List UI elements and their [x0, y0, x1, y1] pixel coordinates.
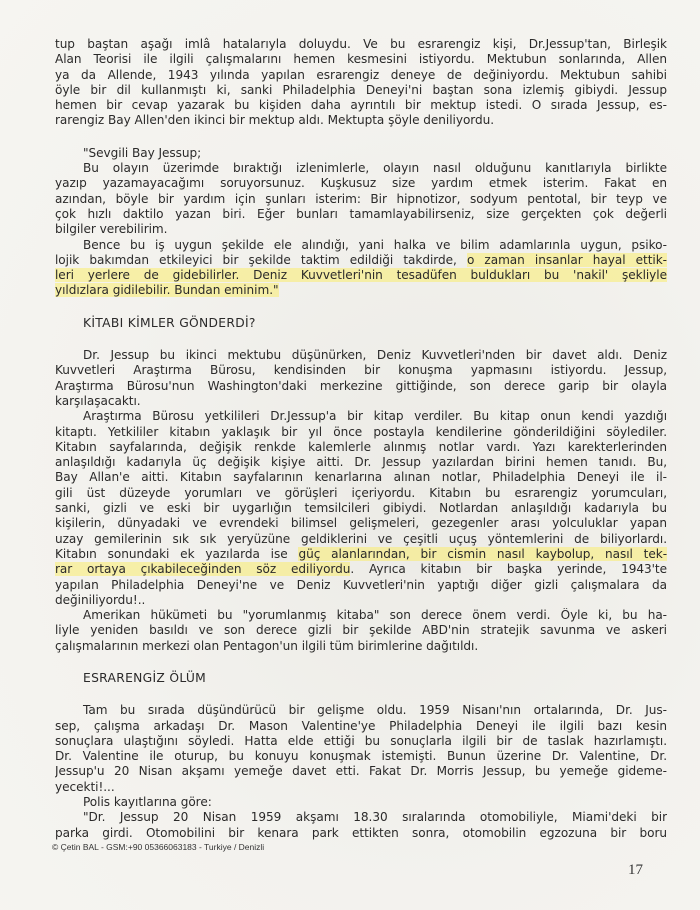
text-segment: karşılaşacaktı. [55, 393, 141, 408]
text-segment: Araştırma Bürosu yetkilileri Dr.Jessup'a bir kitap verdiler. Bu kitap onun kendi yazdığı [83, 409, 667, 424]
text-segment: Bu olayın üzerimde bıraktığı izlenimlerle, olayın nasıl olduğunu kanıtlarıyla birlikte [83, 161, 667, 176]
text-line [55, 253, 667, 268]
text-line [55, 176, 667, 191]
text-line [55, 68, 667, 83]
text-line [55, 222, 667, 237]
page-body-text [55, 37, 667, 841]
text-segment: sep, çalışma arkadaşı Dr. Mason Valentine'ye Philadelphia Deneyi ile ilgili bazı kesin [55, 718, 667, 733]
text-line [55, 146, 667, 161]
text-line [55, 83, 667, 98]
text-segment: değiniliyordu!.. [55, 592, 146, 607]
page-number: 17 [628, 862, 643, 878]
text-segment: gili üst düzeyde yorumları ve görüşleri içeriyordu. Kitabın bu esrarengiz yorumcuları, [55, 485, 667, 500]
text-line [55, 113, 667, 128]
text-segment: Kitabın sayfalarında, değişik renkde kalemlerle alınmış notlar vardı. Yazı karekterlerinden [55, 439, 667, 454]
text-line [55, 455, 667, 470]
text-segment: kişilerin, dünyadaki ve evrendeki bilimsel gelişmeleri, gezegenler arası yolculuklar yapan [55, 516, 667, 531]
text-line [55, 749, 667, 764]
text-segment: Amerikan hükümeti bu "yorumlanmış kitaba" son derece önem verdi. Öyle ki, bu ha- [83, 608, 667, 623]
text-segment: Alan Teorisi ile ilgili çalışmalarını hemen kesmesini istiyordu. Mektubun sonlarında, Allen [55, 52, 667, 67]
text-segment: kitaptı. Yetkililer kitabın yaklaşık bir yıl önce postayla kendilerine gönderildiğini söylediler. [55, 424, 667, 439]
paragraph [55, 810, 667, 841]
text-segment: hemen bir cevap yazarak bu kişiden daha ayrıntılı bir mektup istedi. O sırada Jessup, es- [55, 98, 667, 113]
text-line [55, 238, 667, 253]
text-line [55, 562, 667, 577]
text-line [55, 623, 667, 638]
text-segment: tup baştan aşağı imlâ hatalarıyla doluydu. Ve bu esrarengiz kişi, Dr.Jessup'tan, Birleşik [55, 37, 667, 51]
paragraph [55, 146, 667, 161]
text-segment: yecekti!... [55, 779, 115, 794]
highlighted-text: leri yerlere de gidebilirler. Deniz Kuvvetleri'nin tesadüfen buldukları bu 'nakil' şekliyle [55, 268, 667, 283]
text-line [55, 578, 667, 593]
text-segment: parka girdi. Otomobilini bir kenara park ettikten sonra, otomobilin egzozuna bir boru [55, 825, 667, 840]
highlighted-text: güç alanlarından, bir cismin nasıl kaybolup, nasıl tek- [298, 546, 667, 561]
text-line [55, 780, 667, 795]
text-line [55, 425, 667, 440]
text-segment: Bence bu iş uygun şekilde ele alındığı, yani halka ve bilim adamlarınla uygun, psiko- [83, 237, 667, 252]
text-segment: liyle yeniden basıldı ve son derece gizli bir şekilde ABD'nin stratejik savunma ve askeri [55, 623, 667, 638]
paragraph [55, 37, 667, 129]
text-line [55, 207, 667, 222]
text-line [55, 501, 667, 516]
text-line [55, 98, 667, 113]
text-segment: Kitabın sonundaki ek yazılarda ise [55, 546, 299, 561]
text-segment: sanki, gizli ve eski bir uygarlığın temsilcileri gibiydi. Notlardan anlaşıldığı kadarıyla bu [55, 501, 667, 516]
paragraph [55, 238, 667, 299]
paragraph [55, 348, 667, 409]
paragraph [55, 795, 667, 810]
text-segment: uzay gemilerinin sık sık yeryüzüne geldiklerini ve çeşitli uçuş yöntemlerini de biliyorlardı. [55, 531, 667, 546]
text-segment: Dr. Valentine ile oturup, bu konuyu konuşmak istemişti. Bunun üzerine Dr. Valentine, Dr. [55, 749, 667, 764]
text-line [55, 268, 667, 283]
paragraph [55, 161, 667, 237]
text-segment: "Dr. Jessup 20 Nisan 1959 akşamı 18.30 sıralarında otomobiliyle, Miami'deki bir [83, 810, 667, 825]
text-segment: rarengiz Bay Allen'den ikinci bir mektup aldı. Mektupta şöyle deniliyordu. [55, 113, 495, 128]
text-segment: anlaşıldığı kadarıyla üç değişik kişiye aitti. Dr. Jessup yazılardan birini hemen tanıdı. Bu, [55, 455, 667, 470]
text-segment: "Sevgili Bay Jessup; [83, 145, 202, 160]
text-segment: ya da Allende, 1943 yılında yapılan esrarengiz deneye de değiniyordu. Mektubun sahibi [55, 67, 667, 82]
paragraph [55, 703, 667, 795]
highlighted-text: yıldızlara gidilebilir. Bundan eminim." [55, 283, 279, 298]
text-segment: Araştırma Bürosu'nun Washington'daki merkezine gittiğinde, son derece garip bir olayla [55, 378, 667, 393]
text-segment: Dr. Jessup bu ikinci mektubu düşünürken, Deniz Kuvvetleri'nden bir davet aldı. Deniz [83, 348, 667, 363]
text-segment: öyle bir dil kullanmıştı ki, sanki Philadelphia Deneyi'ni baştan sona izlemiş gibiydi. Jessup [55, 82, 667, 97]
text-segment: sonuçlara ulaştığını söyledi. Hatta elde ettiği bu sonuçlarla ilgili bir de taslak hazırlamıştı. [55, 733, 667, 748]
highlighted-text: rar ortaya çıkabileceğinden söz ediliyordu [55, 562, 351, 577]
text-segment: Tam bu sırada düşündürücü bir gelişme oldu. 1959 Nisanı'nın ortalarında, Dr. Jus- [83, 703, 667, 718]
text-segment: çok hızlı daktilo yazan biri. Eğer bunları tamamlayabilirseniz, size gerçekten çok değerli [55, 206, 667, 221]
text-line [55, 52, 667, 67]
highlighted-text: o zaman insanlar hayal ettik- [466, 252, 667, 267]
text-segment: bilgiler verebilirim. [55, 222, 168, 237]
text-line [55, 379, 667, 394]
text-line [55, 826, 667, 841]
text-line [55, 409, 667, 424]
text-segment: azından, böyle bir yardım için şunları isterim: Bir hipnotizor, sodyum pentotal, bir teyp ve [55, 191, 667, 206]
text-line [55, 764, 667, 779]
copyright-footer: © Çetin BAL - GSM:+90 05366063183 - Turkiye / Denizli [52, 842, 265, 852]
text-line [55, 486, 667, 501]
text-line [55, 703, 667, 718]
text-line [55, 639, 667, 654]
text-line [55, 516, 667, 531]
text-segment: yazıp yazamayacağımı soruyorsunuz. Kuşkusuz size yardım etmek isterim. Fakat en [55, 176, 667, 191]
text-line [55, 593, 667, 608]
text-line [55, 161, 667, 176]
text-line [55, 192, 667, 207]
section-heading: ESRARENGİZ ÖLÜM [83, 670, 207, 685]
text-segment: Polis kayıtlarına göre: [83, 795, 212, 810]
text-line [55, 532, 667, 547]
text-segment: yapılan Philadelphia Deneyi'ne ve Deniz Kuvvetleri'nin yaptığı diğer gizli çalışmalara da [55, 577, 667, 592]
section-heading: KİTABI KİMLER GÖNDERDİ? [83, 315, 256, 330]
text-segment: Bay Allan'e aitti. Kitabın sayfalarının kenarlarına alınan notlar, Philadelphia Deneyi ile il- [55, 470, 667, 485]
text-line [55, 795, 667, 810]
text-line [55, 810, 667, 825]
text-line [55, 734, 667, 749]
paragraph-gap [55, 129, 667, 146]
text-segment: lojik bakımdan etkileyici bir şekilde taktim edildiği takdirde, [55, 252, 467, 267]
paragraph [55, 409, 667, 608]
paragraph [55, 608, 667, 654]
text-line [55, 348, 667, 363]
text-line [55, 470, 667, 485]
text-line [55, 363, 667, 378]
text-line [55, 283, 667, 298]
text-line [55, 440, 667, 455]
text-line [55, 37, 667, 52]
text-segment: çalışmalarının merkezi olan Pentagon'un ilgili tüm birimlerine dağıtıldı. [55, 638, 479, 653]
text-line [55, 547, 667, 562]
text-segment: . Ayrıca kitabın bir başka yerinde, 1943'te [350, 562, 667, 577]
text-segment: Kuvvetleri Araştırma Bürosu, kendisinden bir konuşma yapmasını istiyordu. Jessup, [55, 363, 667, 378]
text-segment: Jessup'u 20 Nisan akşamı yemeğe davet etti. Fakat Dr. Morris Jessup, bu yemeğe gideme- [55, 764, 667, 779]
text-line [55, 719, 667, 734]
text-line [55, 394, 667, 409]
text-line [55, 608, 667, 623]
